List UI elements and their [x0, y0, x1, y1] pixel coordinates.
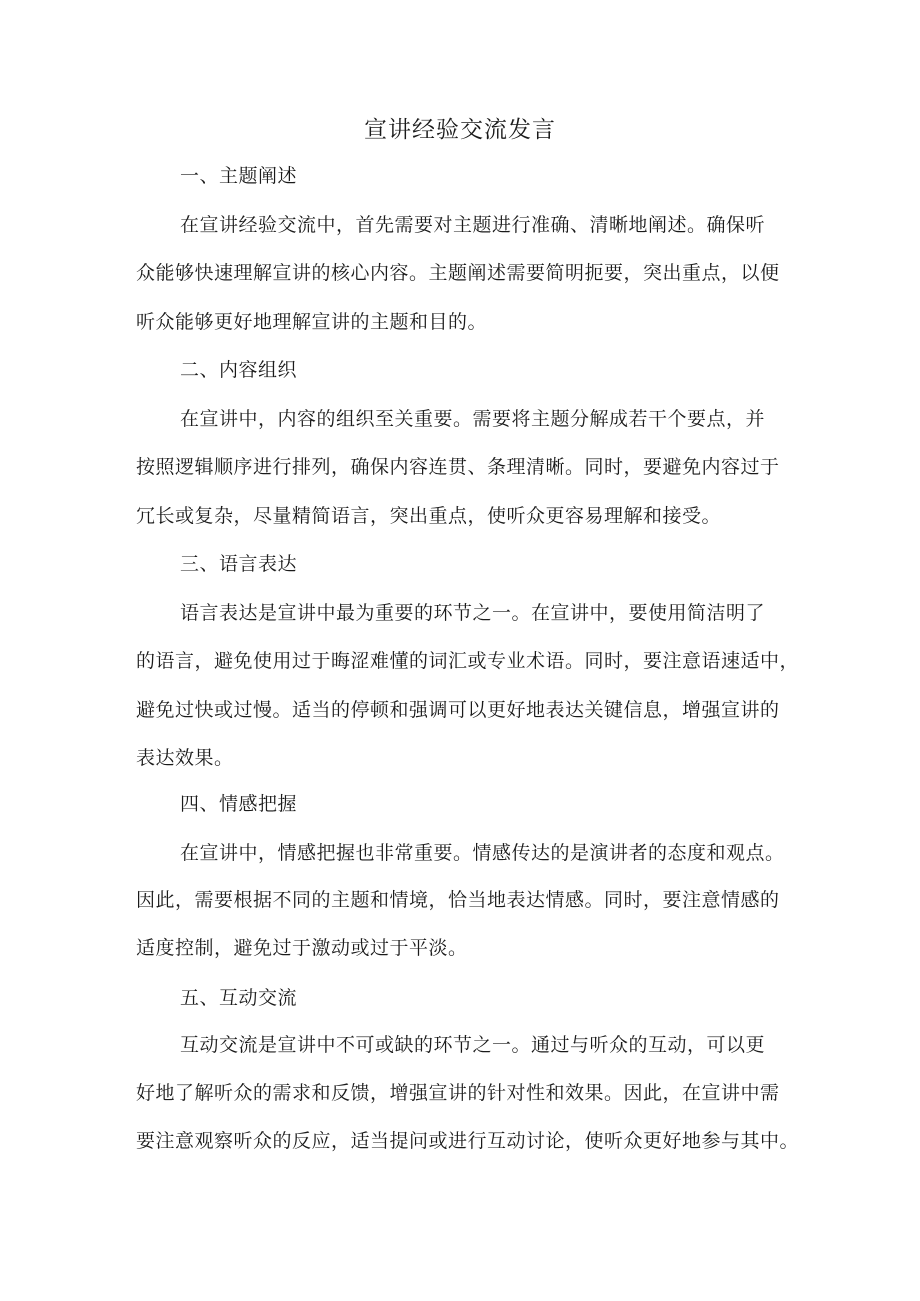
section-heading: 一、主题阐述: [180, 165, 298, 187]
document-title: 宣讲经验交流发言: [364, 117, 556, 143]
paragraph-line: 冗长或复杂，尽量精简语言，突出重点，使听众更容易理解和接受。: [136, 505, 722, 527]
section-heading: 三、语言表达: [180, 553, 298, 575]
section-heading: 二、内容组织: [180, 359, 298, 381]
paragraph-line: 表达效果。: [136, 747, 234, 769]
paragraph-line: 要注意观察听众的反应，适当提问或进行互动讨论，使听众更好地参与其中。: [136, 1130, 800, 1152]
paragraph-line: 众能够快速理解宣讲的核心内容。主题阐述需要简明扼要，突出重点，以便: [136, 262, 780, 284]
paragraph-line: 的语言，避免使用过于晦涩难懂的词汇或专业术语。同时，要注意语速适中，: [136, 650, 800, 672]
paragraph-line: 避免过快或过慢。适当的停顿和强调可以更好地表达关键信息，增强宣讲的: [136, 699, 780, 721]
paragraph-line: 因此，需要根据不同的主题和情境，恰当地表达情感。同时，要注意情感的: [136, 889, 780, 911]
section-heading: 四、情感把握: [180, 793, 298, 815]
paragraph-line: 适度控制，避免过于激动或过于平淡。: [136, 937, 468, 959]
paragraph-line: 在宣讲中，内容的组织至关重要。需要将主题分解成若干个要点，并: [180, 408, 766, 430]
paragraph-line: 好地了解听众的需求和反馈，增强宣讲的针对性和效果。因此，在宣讲中需: [136, 1082, 780, 1104]
paragraph-line: 在宣讲中，情感把握也非常重要。情感传达的是演讲者的态度和观点。: [180, 842, 785, 864]
paragraph-line: 语言表达是宣讲中最为重要的环节之一。在宣讲中，要使用简洁明了: [180, 602, 766, 624]
paragraph-line: 听众能够更好地理解宣讲的主题和目的。: [136, 311, 488, 333]
paragraph-line: 互动交流是宣讲中不可或缺的环节之一。通过与听众的互动，可以更: [180, 1034, 766, 1056]
paragraph-line: 在宣讲经验交流中，首先需要对主题进行准确、清晰地阐述。确保听: [180, 214, 766, 236]
section-heading: 五、互动交流: [180, 987, 298, 1009]
paragraph-line: 按照逻辑顺序进行排列，确保内容连贯、条理清晰。同时，要避免内容过于: [136, 456, 780, 478]
